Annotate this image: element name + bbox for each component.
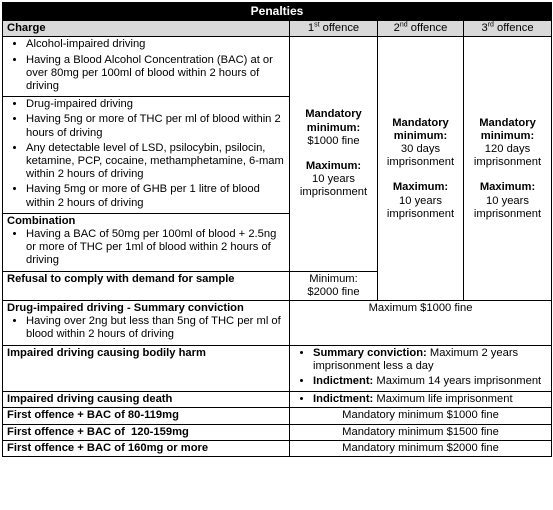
second-max-value: 10 years imprisonment	[386, 194, 455, 220]
bac-row-charge: First offence + BAC of 160mg or more	[3, 440, 290, 456]
summary-penalty: Maximum $1000 fine	[290, 301, 552, 346]
bac-row-charge: First offence + BAC of 120-159mg	[3, 424, 290, 440]
bac-row-penalty: Mandatory minimum $2000 fine	[290, 440, 552, 456]
list-item: • Drug-impaired driving	[26, 98, 285, 111]
first-max-label: Maximum:	[305, 160, 362, 173]
bodily-harm-charge: Impaired driving causing bodily harm	[3, 345, 290, 392]
combination-list	[7, 228, 285, 268]
combination-charge-cell	[3, 213, 290, 271]
refusal-charge: Refusal to comply with demand for sample	[3, 271, 290, 300]
bodily-harm-penalty	[290, 345, 552, 392]
third-offence-penalty	[464, 37, 552, 301]
list-item: • Indictment: Maximum 14 years imprisonment	[313, 375, 547, 388]
second-min-value: 30 days imprisonment	[386, 142, 455, 169]
header-first-offence: 1st offence	[290, 21, 378, 37]
first-max-value: 10 years imprisonment	[299, 173, 368, 199]
death-list	[294, 393, 547, 406]
list-item: • Having 5ng or more of THC per ml of blood within 2 hours of driving	[26, 113, 285, 139]
refusal-first-penalty: Minimum: $2000 fine	[290, 271, 378, 300]
third-max-label: Maximum:	[479, 181, 536, 194]
alcohol-list	[7, 38, 285, 93]
third-max-value: 10 years imprisonment	[473, 194, 542, 220]
second-offence-penalty	[378, 37, 464, 301]
list-item: • Alcohol-impaired driving	[26, 38, 285, 51]
first-min-label: Mandatory minimum:	[305, 108, 362, 134]
list-item: • Summary conviction: Maximum 2 years imprisonment less a day	[313, 347, 547, 373]
bac-row-charge: First offence + BAC of 80-119mg	[3, 408, 290, 424]
drug-list	[7, 98, 285, 210]
first-min-value: $1000 fine	[307, 134, 360, 147]
bodily-harm-list	[294, 347, 547, 389]
third-min-label: Mandatory minimum:	[479, 116, 536, 142]
summary-list	[7, 315, 285, 341]
list-item: • Any detectable level of LSD, psilocybin, psilocin, ketamine, PCP, cocaine, methamphetamine, 6-mam within 2 hours of driving	[26, 142, 285, 182]
second-max-label: Maximum:	[392, 181, 449, 194]
bac-row-penalty: Mandatory minimum $1000 fine	[290, 408, 552, 424]
death-penalty	[290, 392, 552, 408]
list-item: • Indictment: Maximum life imprisonment	[313, 393, 547, 406]
summary-charge-title: Drug-impaired driving - Summary conviction	[7, 302, 244, 315]
table-title: Penalties	[3, 3, 552, 21]
penalties-table	[2, 2, 552, 457]
list-item: • Having a BAC of 50mg per 100ml of blood + 2.5ng or more of THC per 1ml of blood within 2 hours of driving	[26, 228, 285, 268]
third-min-value: 120 days imprisonment	[473, 142, 542, 169]
alcohol-charge-cell	[3, 37, 290, 97]
header-third-offence: 3rd offence	[464, 21, 552, 37]
list-item: • Having a Blood Alcohol Concentration (BAC) at or over 80mg per 100ml of blood within 2 hours of driving	[26, 54, 285, 94]
header-second-offence: 2nd offence	[378, 21, 464, 37]
death-charge: Impaired driving causing death	[3, 392, 290, 408]
bac-row-penalty: Mandatory minimum $1500 fine	[290, 424, 552, 440]
first-offence-penalty	[290, 37, 378, 271]
list-item: • Having 5mg or more of GHB per 1 litre of blood within 2 hours of driving	[26, 183, 285, 209]
combination-title: Combination	[7, 214, 76, 227]
header-charge: Charge	[3, 21, 290, 37]
summary-charge-cell	[3, 301, 290, 346]
list-item: • Having over 2ng but less than 5ng of THC per ml of blood within 2 hours of driving	[26, 315, 285, 341]
drug-charge-cell	[3, 97, 290, 214]
second-min-label: Mandatory minimum:	[392, 116, 449, 142]
